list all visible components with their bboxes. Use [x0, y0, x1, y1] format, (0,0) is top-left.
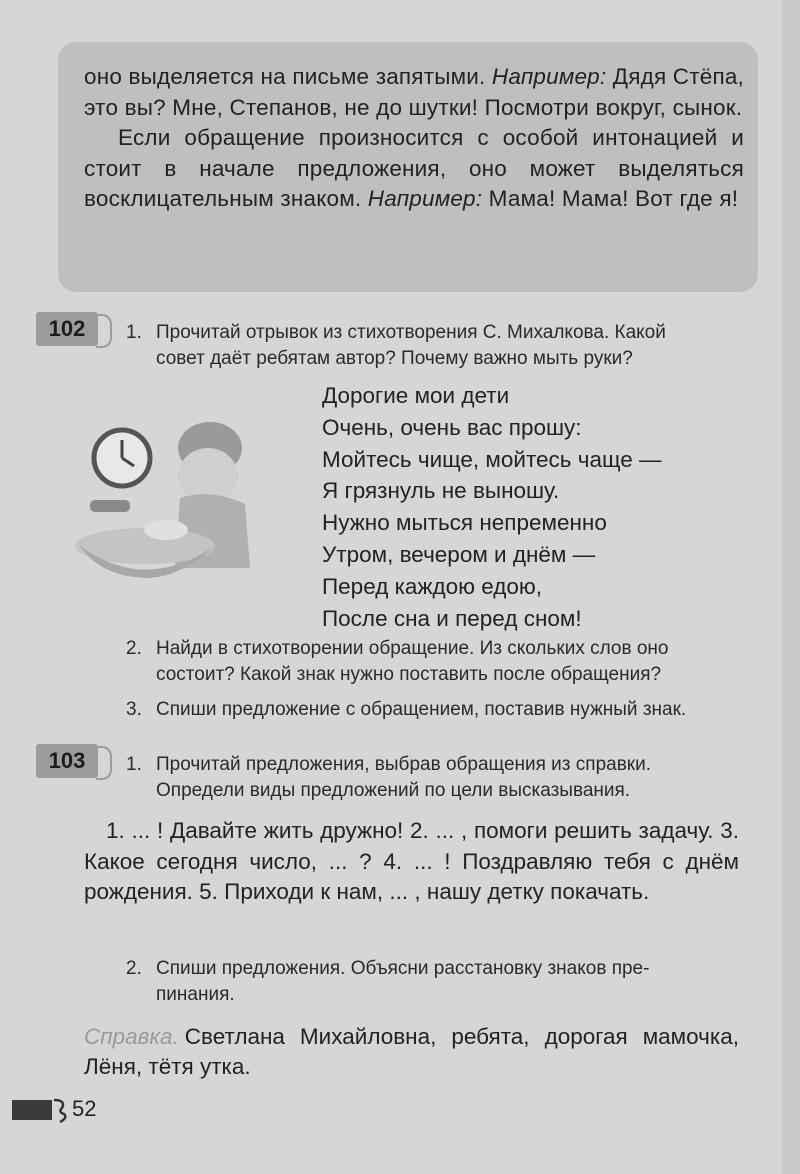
poem [322, 380, 662, 634]
poem-line: Нужно мыться непременно [322, 510, 607, 536]
ex103-task-2 [126, 956, 746, 1008]
task-line: Найди в стихотворении обращение. Из скольких слов оно [156, 638, 669, 659]
poem-line: После сна и перед сном! [322, 605, 582, 631]
task-number: 2. [126, 958, 142, 979]
task-number: 2. [126, 638, 142, 659]
task-line: Прочитай отрывок из стихотворения С. Михалкова. Какой [156, 322, 666, 343]
ex102-task-3 [126, 697, 746, 723]
poem-line: Дорогие мои дети [322, 383, 510, 408]
badge-tab-icon [96, 314, 112, 348]
exercise-103-badge: 103 [36, 744, 98, 778]
page-edge-shadow [782, 0, 800, 1174]
reference-text: Светлана Михайловна, ребята, дорогая мамочка, Лёня, тётя утка. [84, 1024, 739, 1079]
exercise-sentences: 1. ... ! Давайте жить дружно! 2. ... , помоги решить задачу. 3. Какое сегодня число, ... ? 4. ... ! Поздравляю тебя с днём рождения. 5. Приходи к нам, ... , нашу детку покачать. [84, 818, 739, 904]
boy-washing-hands-illustration [70, 418, 270, 593]
task-number: 3. [126, 699, 142, 720]
badge-tab-icon [96, 746, 112, 780]
ornament-icon [50, 1096, 70, 1126]
poem-line: Мойтесь чище, мойтесь чаще — [322, 446, 662, 472]
task-line: пинания. [156, 984, 235, 1005]
poem-line: Я грязнуль не выношу. [322, 478, 560, 504]
page-number: 52 [72, 1096, 97, 1121]
task-line: состоит? Какой знак нужно поставить после обращения? [156, 664, 662, 685]
ex102-task-1 [126, 320, 746, 372]
rule-paragraph-1: оно выделяется на письме запятыми. Например: Дядя Стёпа, это вы? Мне, Степанов, не до шутки! Посмотри вокруг, сынок. [84, 64, 745, 120]
poem-line: Утром, вечером и днём — [322, 541, 596, 567]
reference-label: Справка. [84, 1024, 179, 1049]
task-line: совет даёт ребятам автор? Почему важно мыть руки? [156, 348, 633, 369]
ex102-task-2 [126, 636, 746, 688]
task-number: 1. [126, 754, 142, 775]
poem-line: Очень, очень вас прошу: [322, 414, 582, 440]
task-line: Определи виды предложений по цели высказывания. [156, 780, 631, 801]
task-number: 1. [126, 322, 142, 343]
exercise-102-badge: 102 [36, 312, 98, 346]
ex103-task-1 [126, 752, 746, 804]
rule-text [84, 62, 744, 215]
poem-line: Перед каждою едою, [322, 573, 543, 599]
reference-block [84, 1022, 739, 1082]
task-line: Спиши предложение с обращением, поставив нужный знак. [156, 699, 687, 720]
task-line: Спиши предложения. Объясни расстановку знаков пре- [156, 958, 650, 979]
task-line: Прочитай предложения, выбрав обращения из справки. [156, 754, 652, 775]
rule-paragraph-2: Если обращение произносится с особой интонацией и стоит в начале предложения, оно может выделяться восклицательным знаком. Например: Мама! Мама! Вот где я! [84, 125, 744, 211]
page-marker-bar [12, 1100, 52, 1120]
